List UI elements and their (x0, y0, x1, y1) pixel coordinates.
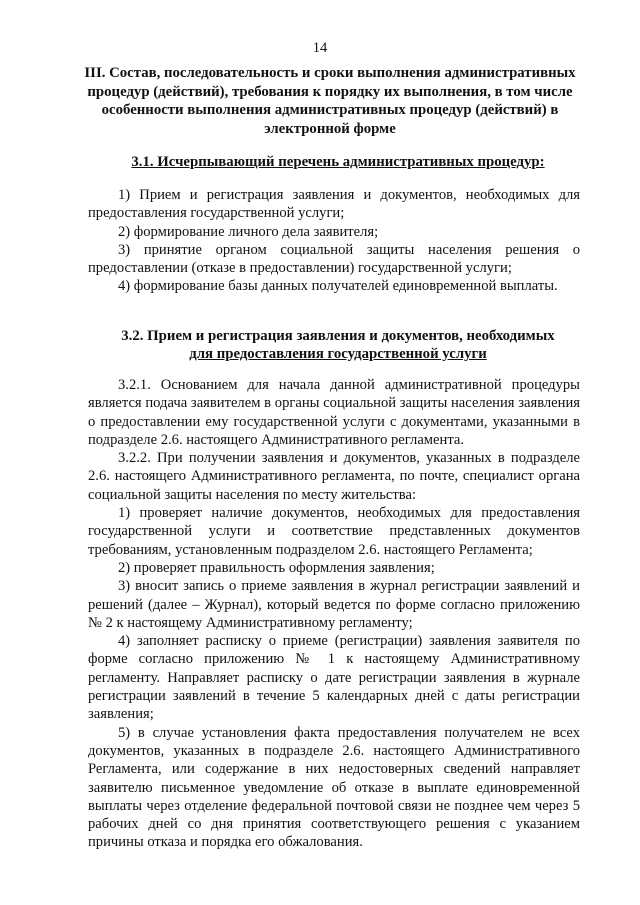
paragraph: 1) проверяет наличие документов, необходимых для предоставления государственной услуги и соответствие представленных документов требованиям, установленным подразделом 2.6. настоящего Регламента; (88, 505, 580, 558)
subsection-2-title-line-2: для предоставления государственной услуги (189, 346, 487, 362)
paragraph: 2) проверяет правильность оформления заявления; (118, 559, 435, 576)
list-item: 4) формирование базы данных получателей единовременной выплаты. (118, 278, 558, 295)
paragraph: 4) заполняет расписку о приеме (регистрации) заявления заявителя по форме согласно приложению № 1 к настоящему Административному регламенту. Направляет расписку о дате регистрации заявления в журнале регистрации заявлений в течение 5 календарных дней с даты регистрации заявления; (88, 633, 580, 723)
subsection-1-title-text: 3.1. Исчерпывающий перечень административных процедур: (131, 154, 545, 170)
page-number: 14 (312, 40, 328, 56)
section-title: III. Состав, последовательность и сроки выполнения административных процедур (действий), требования к порядку их выполнения, в том числе особенности выполнения административных процедур (действий) в электронной форме (84, 65, 576, 137)
list-item: 1) Прием и регистрация заявления и документов, необходимых для предоставления государственной услуги; (88, 187, 580, 222)
paragraph: 5) в случае установления факта предоставления получателем не всех документов, указанных в подразделе 2.6. настоящего Административного Регламента, или содержание в них недостоверных сведений направляет заявителю письменное уведомление об отказе в выплате единовременной выплаты через отделение федеральной почтовой связи не позднее чем через 5 рабочих дней со дня принятия соответствующего решения с указанием причины отказа и порядка его обжалования. (88, 724, 580, 851)
paragraph: 3.2.2. При получении заявления и документов, указанных в подразделе 2.6. настоящего Административного регламента, по почте, специалист органа социальной защиты населения по месту жительства: (88, 450, 580, 503)
list-item: 2) формирование личного дела заявителя; (118, 223, 379, 240)
subsection-1-title (88, 153, 588, 171)
subsection-1-list (88, 186, 580, 296)
subsection-2-title (88, 327, 588, 363)
subsection-2-body (88, 376, 580, 852)
subsection-2-title-line-1: 3.2. Прием и регистрация заявления и документов, необходимых (121, 328, 555, 344)
list-item: 3) принятие органом социальной защиты населения решения о предоставлении (отказе в предоставлении) государственной услуги; (88, 241, 580, 277)
paragraph: 3.2.1. Основанием для начала данной административной процедуры является подача заявителем в органы социальной защиты населения заявления о предоставлении ему государственной услуги с документами, указанными в подразделе 2.6. настоящего Административного регламента. (88, 377, 580, 448)
paragraph: 3) вносит запись о приеме заявления в журнал регистрации заявлений и решений (далее – Журнал), который ведется по форме согласно приложению № 2 к настоящему Административному регламенту; (88, 578, 580, 631)
